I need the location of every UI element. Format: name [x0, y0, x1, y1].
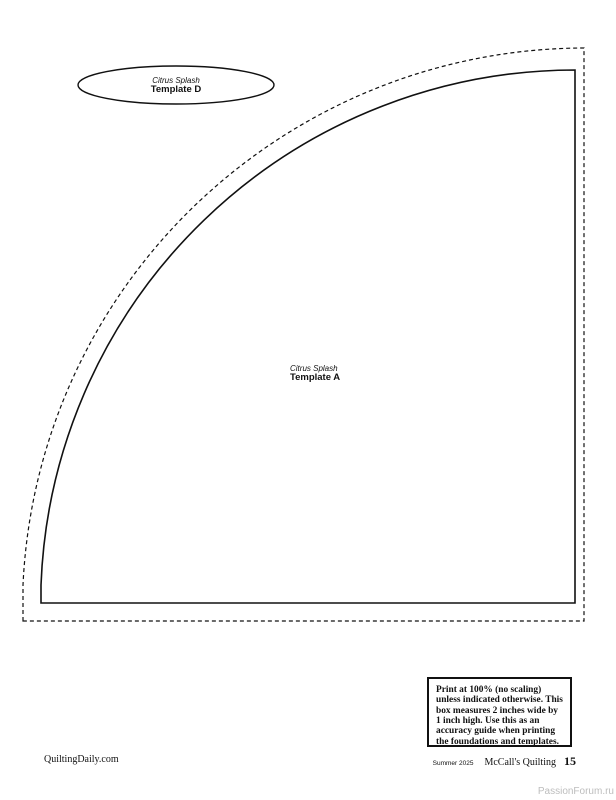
watermark: PassionForum.ru	[537, 786, 614, 797]
page-number: 15	[564, 754, 576, 768]
footer-website: QuiltingDaily.com	[44, 754, 119, 765]
template-a-pattern-name: Citrus Splash	[290, 364, 338, 373]
footer-issue: Summer 2025	[432, 760, 474, 767]
print-accuracy-box: Print at 100% (no scaling) unless indicated otherwise. This box measures 2 inches wide by 1 inch high. Use this as an accuracy guide when printing the foundations and templates.	[427, 677, 572, 747]
template-d-title: Template D	[150, 84, 202, 96]
template-a-title: Template A	[290, 372, 341, 384]
template-a-sewing-line	[41, 70, 575, 603]
footer-folio	[433, 752, 576, 770]
footer-magazine: McCall's Quilting	[484, 757, 556, 768]
template-d-pattern-name: Citrus Splash	[152, 76, 200, 85]
template-a-cutting-line	[23, 48, 584, 621]
template-a-label	[290, 364, 372, 384]
template-d-label	[78, 76, 274, 96]
